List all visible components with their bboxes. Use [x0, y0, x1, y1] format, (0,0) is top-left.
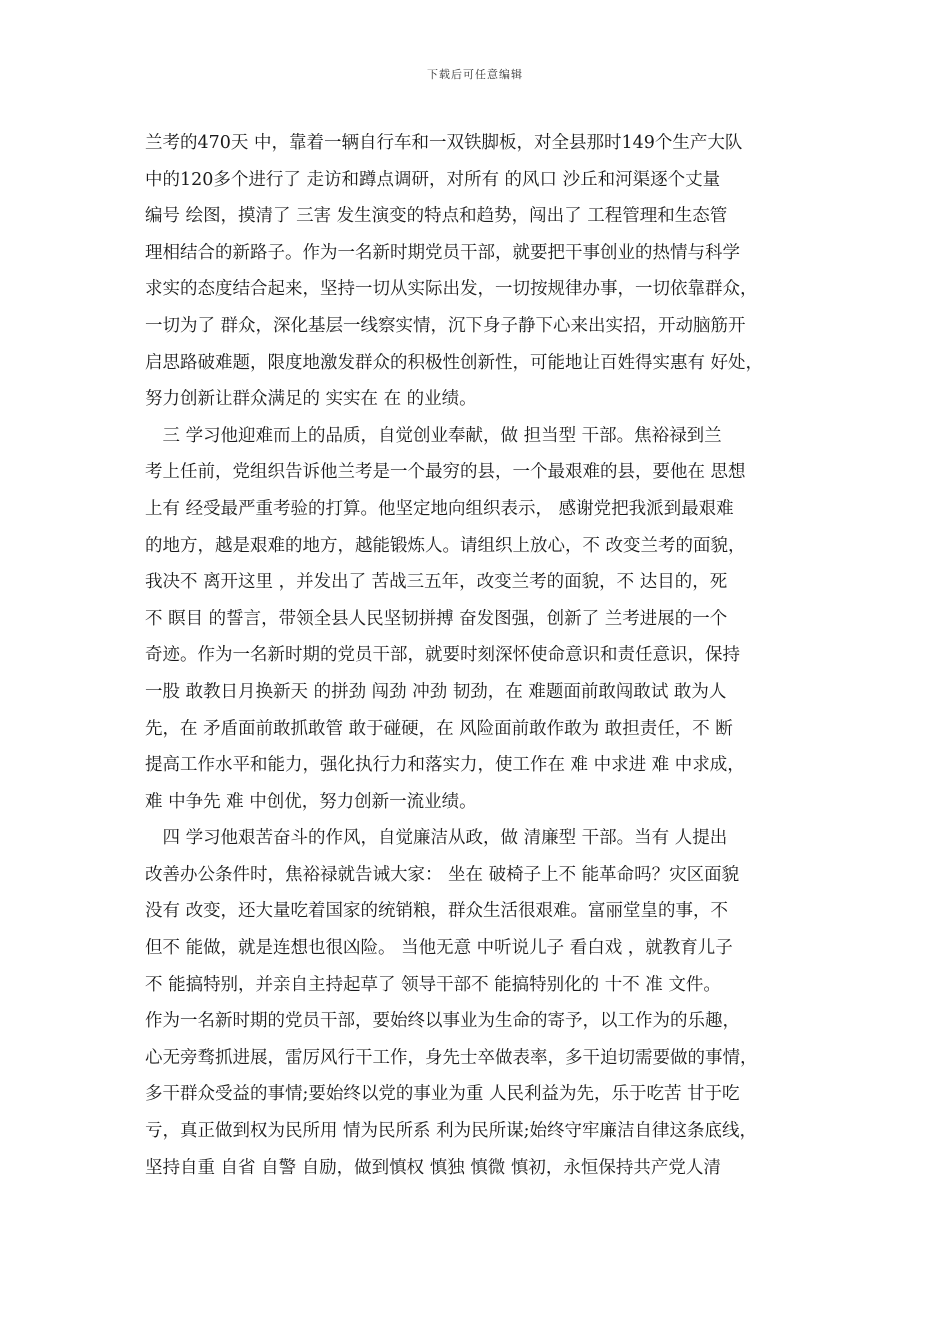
- text-line: 但不 能做，就是连想也很凶险。 当他无意 中听说儿子 看白戏 ，就教育儿子: [145, 938, 733, 959]
- text-line: 三 学习他迎难而上的品质，自觉创业奉献，做 担当型 干部。焦裕禄到兰: [145, 425, 722, 446]
- text-line: 求实的态度结合起来，坚持一切从实际出发，一切按规律办事，一切依靠群众，: [145, 279, 758, 300]
- text-line: 理相结合的新路子。作为一名新时期党员干部，就要把干事创业的热情与科学: [145, 242, 740, 263]
- text-line: 四 学习他艰苦奋斗的作风，自觉廉洁从政，做 清廉型 干部。当有 人提出: [145, 828, 728, 849]
- text-line: 中的120多个进行了 走访和蹲点调研，对所有 的风口 沙丘和河渠逐个丈量: [145, 169, 721, 190]
- text-line: 不 能搞特别，并亲自主持起草了 领导干部不 能搞特别化的 十不 准 文件。: [145, 974, 721, 995]
- document-body: [145, 125, 810, 1186]
- text-line: 努力创新让群众满足的 实实在 在 的业绩。: [145, 389, 477, 410]
- text-line: 提高工作水平和能力，强化执行力和落实力，使工作在 难 中求进 难 中求成，: [145, 755, 745, 776]
- text-line: 一切为了 群众，深化基层一线察实情，沉下身子静下心来出实招，开动脑筋开: [145, 315, 746, 336]
- text-line: 心无旁骛抓进展，雷厉风行干工作，身先士卒做表率，多干迫切需要做的事情，: [145, 1047, 758, 1068]
- text-line: 改善办公条件时，焦裕禄就告诫大家： 坐在 破椅子上不 能革命吗？灾区面貌: [145, 864, 740, 885]
- text-line: 坚持自重 自省 自警 自励，做到慎权 慎独 慎微 慎初，永恒保持共产党人清: [145, 1157, 721, 1178]
- text-line: 上有 经受最严重考验的打算。他坚定地向组织表示， 感谢党把我派到最艰难: [145, 498, 734, 519]
- text-line: 难 中争先 难 中创优，努力创新一流业绩。: [145, 791, 477, 812]
- page-header-note: 下载后可任意编辑: [427, 68, 523, 81]
- text-line: 启思路破难题，限度地激发群众的积极性创新性，可能地让百姓得实惠有 好处，: [145, 352, 764, 373]
- text-line: 我决不 离开这里 ，并发出了 苦战三五年，改变兰考的面貌，不 达目的，死: [145, 572, 728, 593]
- text-line: 一股 敢教日月换新天 的拼劲 闯劲 冲劲 韧劲，在 难题面前敢闯敢试 敢为人: [145, 681, 727, 702]
- text-line: 不 瞑目 的誓言，带领全县人民坚韧拼搏 奋发图强，创新了 兰考进展的一个: [145, 608, 728, 629]
- text-line: 亏，真正做到权为民所用 情为民所系 利为民所谋;始终守牢廉洁自律这条底线，: [145, 1121, 758, 1142]
- text-line: 没有 改变，还大量吃着国家的统销粮，群众生活很艰难。富丽堂皇的事，不: [145, 901, 729, 922]
- text-line: 编号 绘图，摸清了 三害 发生演变的特点和趋势，闯出了 工程管理和生态管: [145, 206, 728, 227]
- text-line: 多干群众受益的事情;要始终以党的事业为重 人民利益为先，乐于吃苦 甘于吃: [145, 1084, 740, 1105]
- text-line: 兰考的470天 中，靠着一辆自行车和一双铁脚板，对全县那时149个生产大队: [145, 133, 743, 153]
- text-line: 的地方，越是艰难的地方，越能锻炼人。请组织上放心，不 改变兰考的面貌，: [145, 535, 746, 556]
- text-line: 考上任前，党组织告诉他兰考是一个最穷的县，一个最艰难的县，要他在 思想: [145, 462, 746, 483]
- text-line: 作为一名新时期的党员干部，要始终以事业为生命的寄予，以工作为的乐趣，: [145, 1011, 740, 1032]
- text-line: 先，在 矛盾面前敢抓敢管 敢于碰硬，在 风险面前敢作敢为 敢担责任，不 断: [145, 718, 733, 739]
- text-line: 奇迹。作为一名新时期的党员干部，就要时刻深怀使命意识和责任意识，保持: [145, 645, 740, 666]
